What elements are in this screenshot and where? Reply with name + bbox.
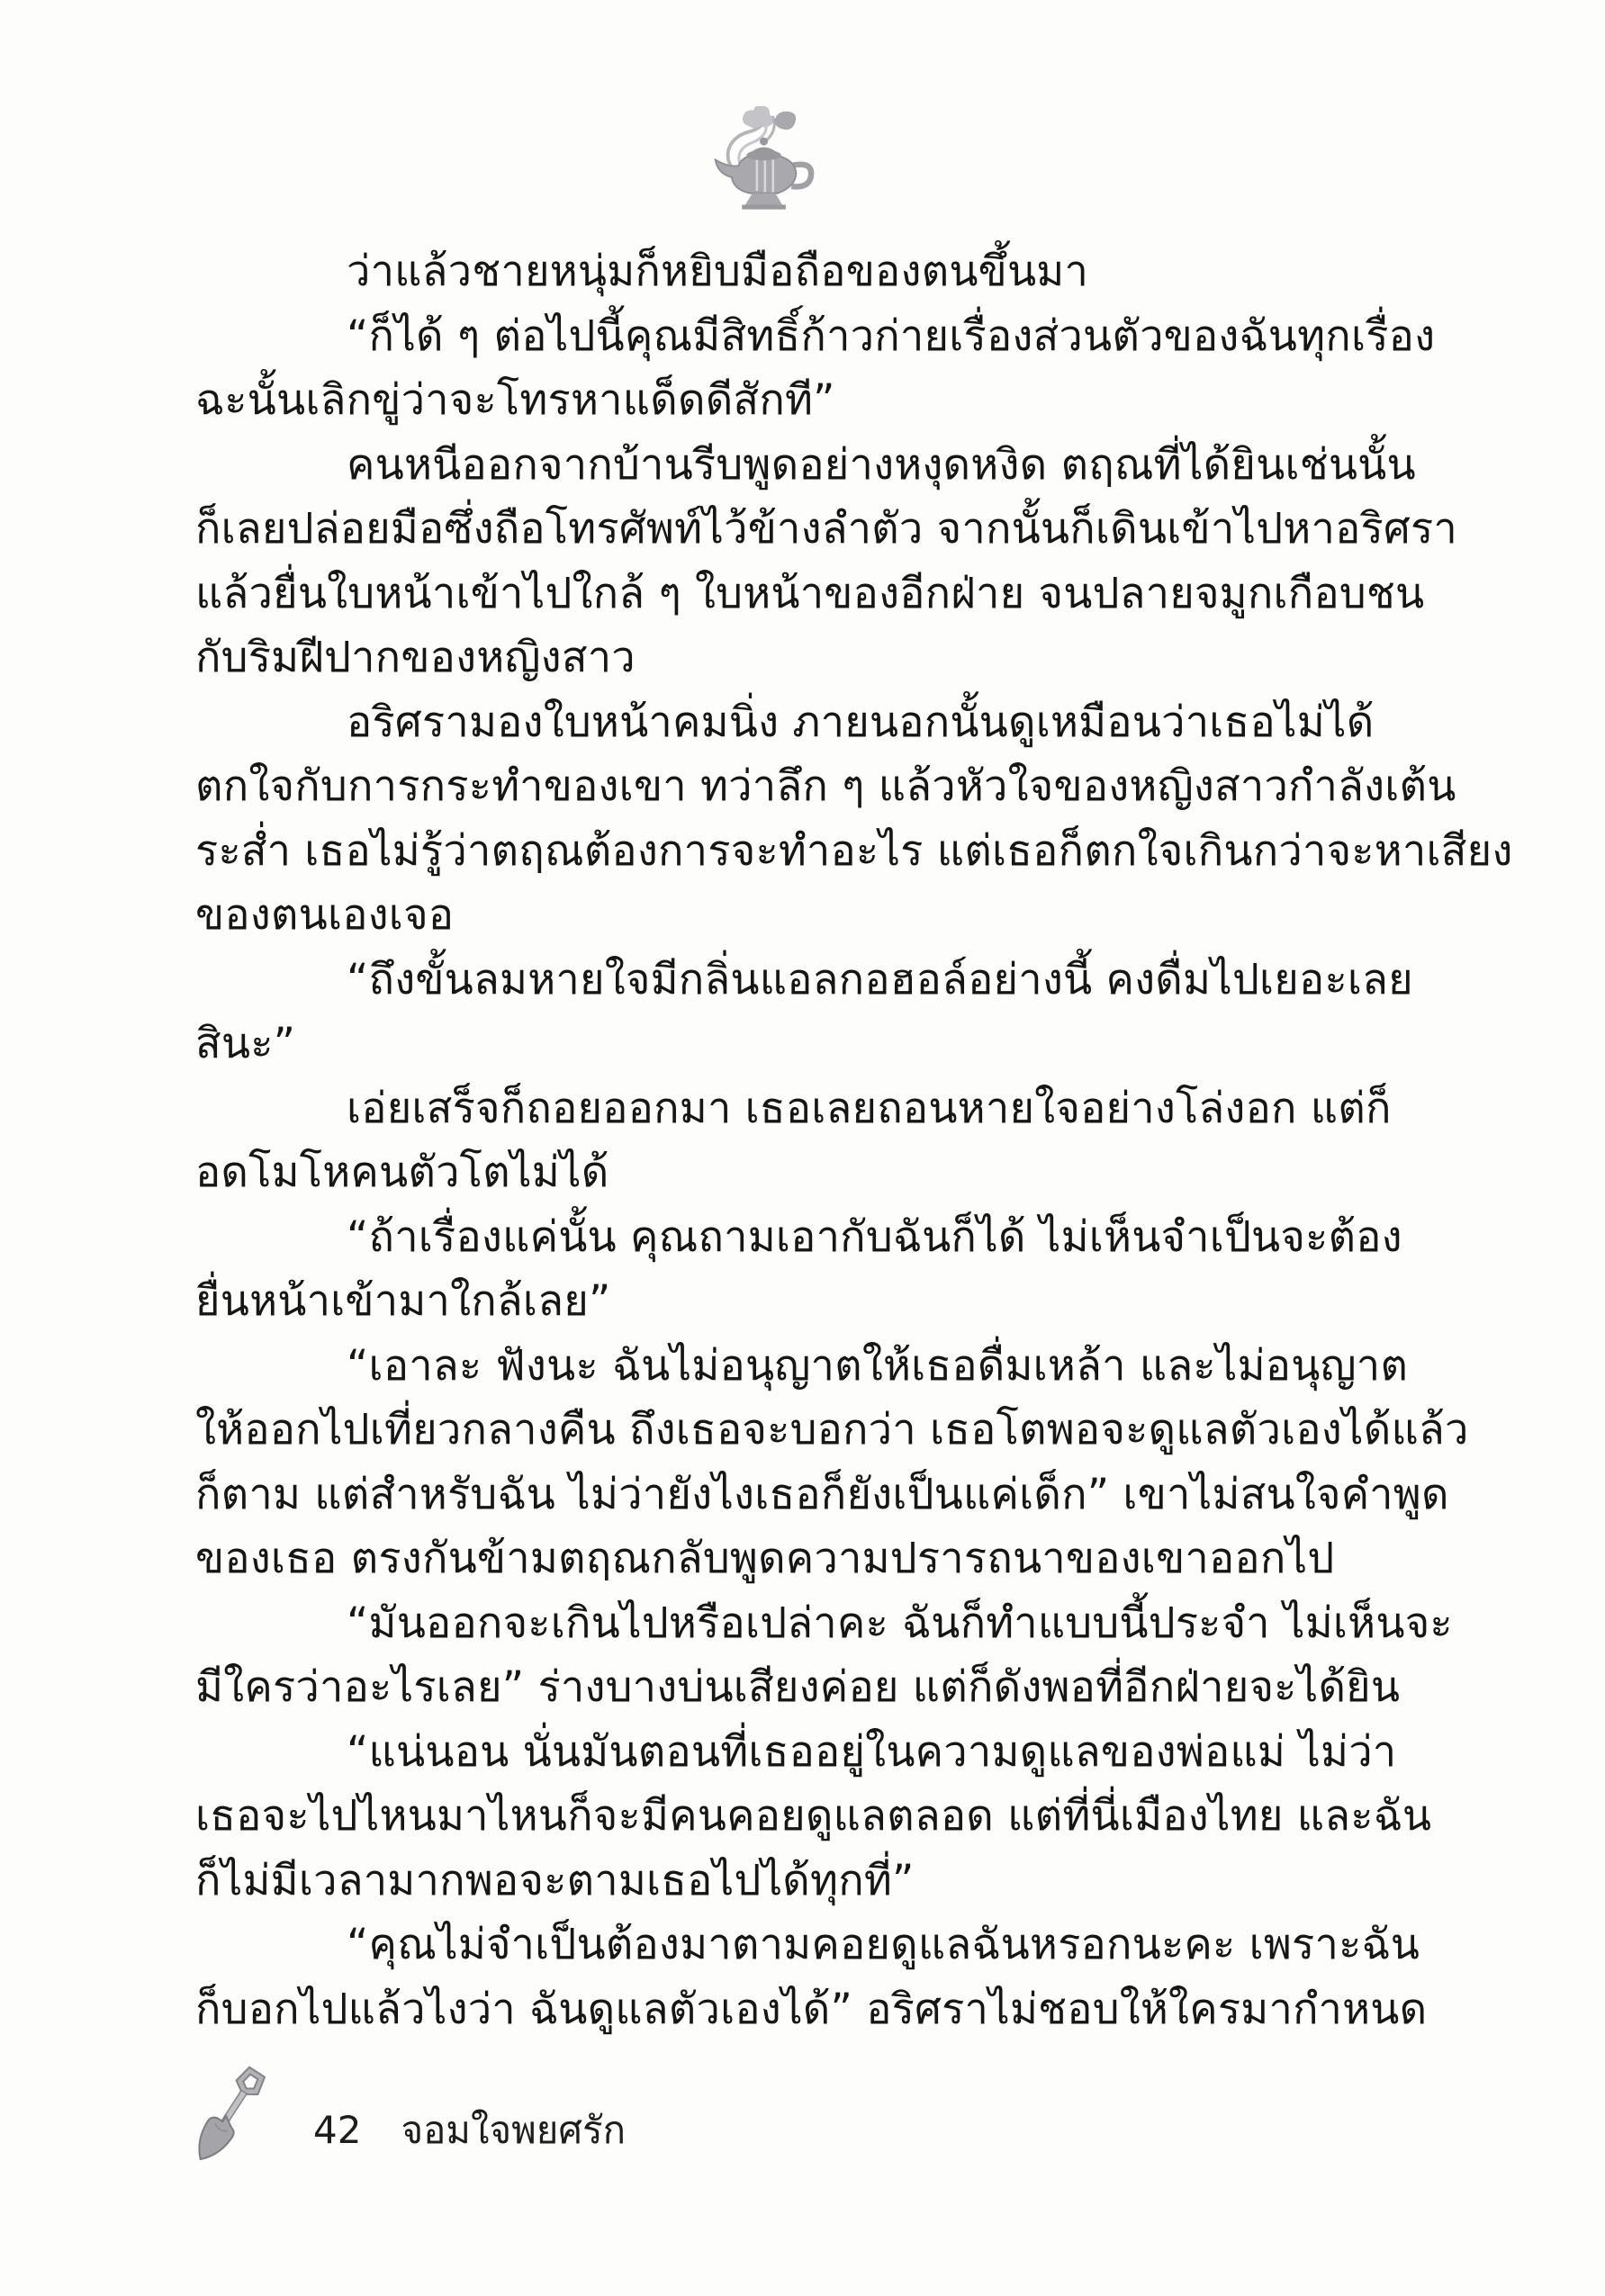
text-line: ระส่ำ เธอไม่รู้ว่าตฤณต้องการจะทำอะไร แต่เธอก็ตกใจเกินกว่าจะหาเสียง	[195, 825, 1513, 876]
text-line: กับริมฝีปากของหญิงสาว	[195, 633, 636, 682]
text-line: ฉะนั้นเลิกขู่ว่าจะโทรหาแด็ดดีสักที”	[195, 375, 835, 425]
text-line: “ก็ได้ ๆ ต่อไปนี้คุณมีสิทธิ์ก้าวก่ายเรื่องส่วนตัวของฉันทุกเรื่อง	[347, 311, 1436, 361]
text-line: เอ่ยเสร็จก็ถอยออกมา เธอเลยถอนหายใจอย่างโล่งอก แต่ก็	[347, 1083, 1392, 1133]
page-footer	[313, 2101, 626, 2160]
text-line: ของเธอ ตรงกันข้ามตฤณกลับพูดความปรารถนาของเขาออกไป	[195, 1534, 1335, 1583]
page-number: 42	[313, 2108, 362, 2152]
text-line: “ถ้าเรื่องแค่นั้น คุณถามเอากับฉันก็ได้ ไม่เห็นจำเป็นจะต้อง	[347, 1211, 1402, 1262]
text-line: คนหนีออกจากบ้านรีบพูดอย่างหงุดหงิด ตฤณที่ได้ยินเช่นนั้น	[347, 439, 1416, 490]
text-line: ก็บอกไปแล้วไงว่า ฉันดูแลตัวเองได้” อริศราไม่ชอบให้ใครมากำหนด	[195, 1984, 1428, 2034]
text-line: “ถึงขั้นลมหายใจมีกลิ่นแอลกอฮอล์อย่างนี้ คงดื่มไปเยอะเลย	[347, 954, 1413, 1004]
text-line: เธอจะไปไหนมาไหนก็จะมีคนคอยดูแลตลอด แต่ที่นี่เมืองไทย และฉัน	[195, 1791, 1432, 1841]
text-line: มีใครว่าอะไรเลย” ร่างบางบ่นเสียงค่อย แต่ก็ดังพอที่อีกฝ่ายจะได้ยิน	[195, 1662, 1401, 1712]
text-line: ให้ออกไปเที่ยวกลางคืน ถึงเธอจะบอกว่า เธอโตพอจะดูแลตัวเองได้แล้ว	[195, 1405, 1469, 1454]
body-text	[195, 239, 1513, 2041]
book-title: จอมใจพยศรัก	[401, 2108, 627, 2152]
text-line: สินะ”	[195, 1019, 296, 1068]
genie-lamp-icon	[704, 106, 819, 225]
text-line: อดโมโหคนตัวโตไม่ได้	[195, 1148, 609, 1197]
text-line: ยื่นหน้าเข้ามาใกล้เลย”	[195, 1276, 611, 1326]
text-line: “มันออกจะเกินไปหรือเปล่าคะ ฉันก็ทำแบบนี้ประจำ ไม่เห็นจะ	[347, 1598, 1453, 1648]
text-line: อริศรามองใบหน้าคมนิ่ง ภายนอกนั้นดูเหมือนว่าเธอไม่ได้	[347, 697, 1375, 747]
text-line: ว่าแล้วชายหนุ่มก็หยิบมือถือของตนขึ้นมา	[347, 247, 1089, 296]
text-line: “แน่นอน นั่นมันตอนที่เธออยู่ในความดูแลของพ่อแม่ ไม่ว่า	[347, 1726, 1397, 1777]
text-line: ก็ไม่มีเวลามากพอจะตามเธอไปได้ทุกที่”	[195, 1855, 915, 1905]
text-line: ของตนเองเจอ	[195, 890, 455, 940]
text-line: แล้วยื่นใบหน้าเข้าไปใกล้ ๆ ใบหน้าของอีกฝ่าย จนปลายจมูกเกือบชน	[195, 568, 1425, 618]
shovel-icon	[169, 2059, 275, 2205]
text-line: ก็ตาม แต่สำหรับฉัน ไม่ว่ายังไงเธอก็ยังเป็นแค่เด็ก” เขาไม่สนใจคำพูด	[195, 1469, 1449, 1519]
text-line: “คุณไม่จำเป็นต้องมาตามคอยดูแลฉันหรอกนะคะ เพราะฉัน	[347, 1920, 1420, 1969]
text-line: ตกใจกับการกระทำของเขา ทว่าลึก ๆ แล้วหัวใจของหญิงสาวกำลังเต้น	[195, 761, 1456, 811]
text-line: ก็เลยปล่อยมือซึ่งถือโทรศัพท์ไว้ข้างลำตัว จากนั้นก็เดินเข้าไปหาอริศรา	[195, 504, 1458, 554]
text-line: “เอาละ ฟังนะ ฉันไม่อนุญาตให้เธอดื่มเหล้า และไม่อนุญาต	[347, 1340, 1409, 1391]
